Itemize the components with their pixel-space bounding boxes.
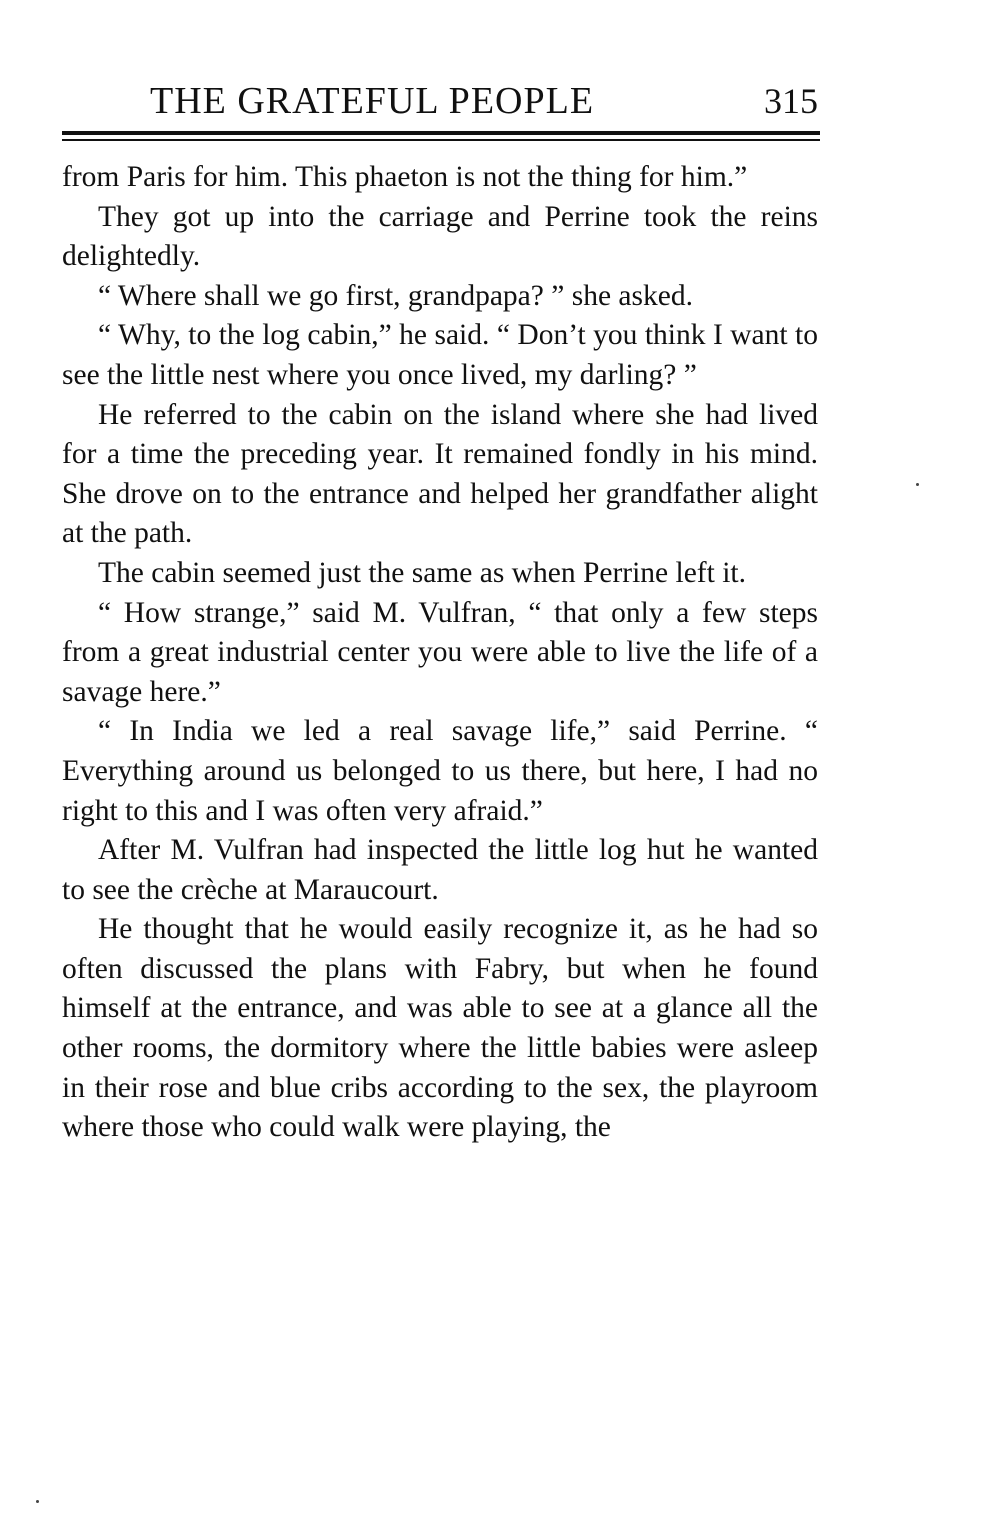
page-number: 315 [764,81,818,121]
ink-speck [36,1500,39,1503]
paragraph: “ Where shall we go first, grandpapa? ” she asked. [98,279,693,312]
header-rule-thin [62,139,820,141]
paragraph: “ How strange,” said M. Vulfran, “ that only a few steps from a great industrial center you were able to live the life of a savage here.” [62,596,818,708]
ink-speck [916,483,919,486]
header-rule-thick [62,131,820,135]
paragraph: After M. Vulfran had inspected the little log hut he wanted to see the crèche at Maraucourt. [62,834,818,906]
page-header [62,78,820,128]
paragraph: “ Why, to the log cabin,” he said. “ Don’t you think I want to see the little nest where you once lived, my darling? ” [62,319,818,391]
paragraph: The cabin seemed just the same as when Perrine left it. [98,556,746,589]
paragraph: He referred to the cabin on the island where she had lived for a time the preceding year. It remained fondly in his mind. She drove on to the entrance and helped her grandfather alight at the path. [62,398,818,550]
paragraph: “ In India we led a real savage life,” said Perrine. “ Everything around us belonged to us there, but here, I had no right to this and I was often very afraid.” [62,715,818,827]
body-text [62,158,818,1148]
running-title: THE GRATEFUL PEOPLE [150,80,595,122]
paragraph: They got up into the carriage and Perrine took the reins delightedly. [62,200,818,273]
paragraph: He thought that he would easily recognize it, as he had so often discussed the plans with Fabry, but when he found himself at the entrance, and was able to see at a glance all the other rooms, the dormitory where the little babies were asleep in their rose and blue cribs according to the sex, the playroom where those who could walk were playing, the [62,913,818,1144]
paragraph: from Paris for him. This phaeton is not the thing for him.” [62,161,748,193]
